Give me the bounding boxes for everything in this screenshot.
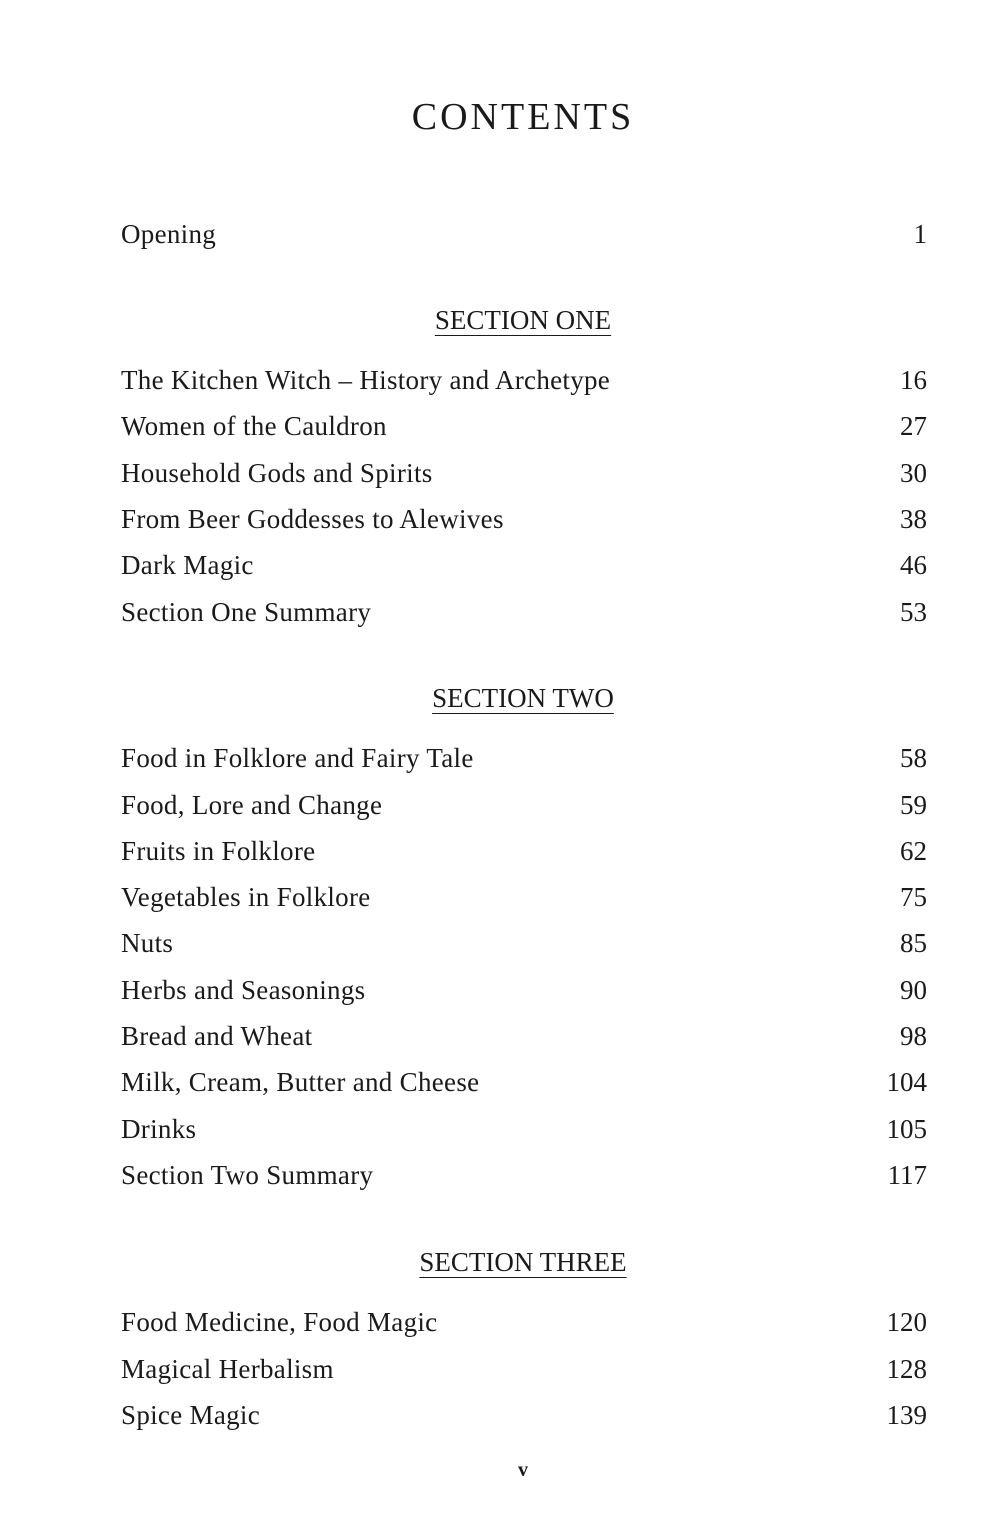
toc-entry — [121, 1018, 927, 1054]
section-heading-text: SECTION THREE — [419, 1247, 627, 1277]
toc-entry — [121, 501, 927, 537]
toc-entry-title: Opening — [121, 219, 217, 249]
toc-entry — [121, 1064, 927, 1100]
toc-entry-title: Section Two Summary — [121, 1160, 374, 1190]
toc-entry — [121, 1351, 927, 1387]
toc-entry — [121, 833, 927, 869]
section-heading-text: SECTION TWO — [432, 683, 614, 713]
toc-entry — [121, 972, 927, 1008]
toc-entry-page: 90 — [900, 975, 927, 1005]
page-title: CONTENTS — [411, 96, 635, 138]
toc-entry-title: Women of the Cauldron — [121, 411, 387, 441]
toc-entry-title: Food in Folklore and Fairy Tale — [121, 743, 474, 773]
toc-entry — [121, 362, 927, 398]
toc-entry — [121, 1157, 927, 1193]
toc-entry-title: Food Medicine, Food Magic — [121, 1307, 438, 1337]
toc-entry — [121, 408, 927, 444]
toc-entry — [121, 1111, 927, 1147]
toc-entry — [121, 1304, 927, 1340]
toc-entry-page: 46 — [900, 550, 927, 580]
toc-entry-title: Dark Magic — [121, 550, 254, 580]
toc-entry-title: Food, Lore and Change — [121, 790, 383, 820]
toc-entry-page: 117 — [887, 1160, 927, 1190]
toc-entry-page: 59 — [900, 790, 927, 820]
toc-entry-title: Milk, Cream, Butter and Cheese — [121, 1067, 480, 1097]
toc-entry-opening — [121, 216, 927, 252]
toc-entry-page: 98 — [900, 1021, 927, 1051]
page-number: v — [518, 1459, 528, 1481]
toc-entry-title: Fruits in Folklore — [121, 836, 316, 866]
toc-entry-page: 75 — [900, 882, 927, 912]
toc-entry-page: 38 — [900, 504, 927, 534]
toc-entry-title: Drinks — [121, 1114, 197, 1144]
toc-entry-title: Herbs and Seasonings — [121, 975, 366, 1005]
toc-entry-page: 128 — [886, 1354, 927, 1384]
toc-entry-title: Vegetables in Folklore — [121, 882, 371, 912]
section-heading-one — [0, 302, 1000, 338]
toc-entry-page: 16 — [900, 365, 927, 395]
toc-entry — [121, 455, 927, 491]
toc-entry — [121, 594, 927, 630]
toc-entry-title: The Kitchen Witch – History and Archetype — [121, 365, 611, 395]
toc-entry-page: 58 — [900, 743, 927, 773]
toc-entry — [121, 787, 927, 823]
toc-entry-page: 62 — [900, 836, 927, 866]
toc-entry-page: 53 — [900, 597, 927, 627]
toc-entry — [121, 740, 927, 776]
toc-entry-title: Spice Magic — [121, 1400, 261, 1430]
section-heading-two — [0, 680, 1000, 716]
toc-entry-title: Household Gods and Spirits — [121, 458, 433, 488]
toc-entry-page: 1 — [913, 219, 927, 249]
toc-entry-page: 104 — [886, 1067, 927, 1097]
section-heading-three — [0, 1244, 1000, 1280]
toc-entry — [121, 1397, 927, 1433]
toc-entry-page: 30 — [900, 458, 927, 488]
toc-entry-title: Section One Summary — [121, 597, 372, 627]
toc-entry-title: Bread and Wheat — [121, 1021, 313, 1051]
toc-entry — [121, 879, 927, 915]
toc-entry-title: Magical Herbalism — [121, 1354, 334, 1384]
toc-entry-page: 27 — [900, 411, 927, 441]
toc-entry-title: From Beer Goddesses to Alewives — [121, 504, 504, 534]
section-heading-text: SECTION ONE — [434, 305, 612, 335]
toc-entry-page: 105 — [886, 1114, 927, 1144]
toc-entry-page: 120 — [886, 1307, 927, 1337]
toc-entry-page: 85 — [900, 928, 927, 958]
toc-entry-page: 139 — [886, 1400, 927, 1430]
toc-entry — [121, 925, 927, 961]
toc-entry — [121, 547, 927, 583]
toc-entry-title: Nuts — [121, 928, 174, 958]
